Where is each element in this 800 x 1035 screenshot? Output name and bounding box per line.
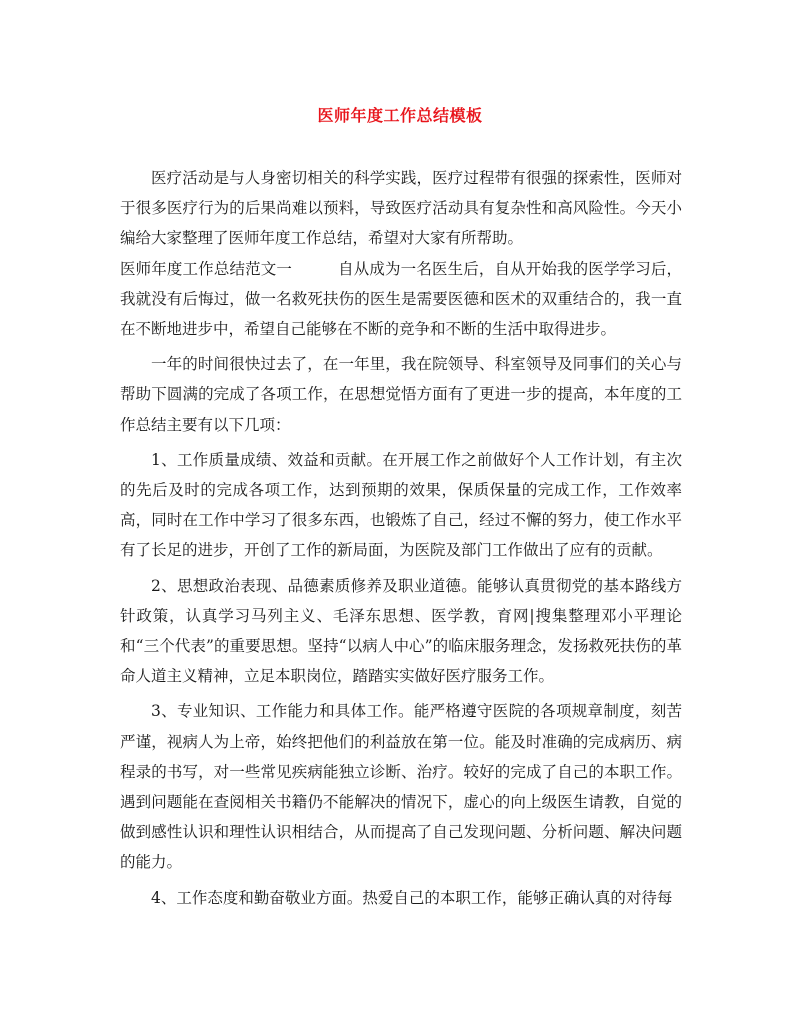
paragraph-intro: 医疗活动是与人身密切相关的科学实践，医疗过程带有很强的探索性，医师对于很多医疗行为的后果尚难以预料，导致医疗活动具有复杂性和高风险性。今天小编给大家整理了医师年度工作总结，希望对大家有所帮助。 xyxy=(120,169,682,248)
sample-heading: 医师年度工作总结范文一 xyxy=(120,259,292,278)
paragraph-sample-one xyxy=(120,254,682,345)
document-body xyxy=(120,163,682,913)
paragraph-item-4: 4、工作态度和勤奋敬业方面。热爱自己的本职工作，能够正确认真的对待每 xyxy=(151,888,673,907)
paragraph-item-2: 2、思想政治表现、品德素质修养及职业道德。能够认真贯彻党的基本路线方针政策，认真学习马列主义、毛泽东思想、医学教，育网|搜集整理邓小平理论和“三个代表”的重要思想。坚持“以病人中心”的临床服务理念，发扬救死扶伤的革命人道主义精神，立足本职岗位，踏踏实实做好医疗服务工作。 xyxy=(120,576,682,686)
paragraph-year-summary: 一年的时间很快过去了，在一年里，我在院领导、科室领导及同事们的关心与帮助下圆满的完成了各项工作，在思想觉悟方面有了更进一步的提高，本年度的工作总结主要有以下几项： xyxy=(120,355,682,434)
paragraph-item-1: 1、工作质量成绩、效益和贡献。在开展工作之前做好个人工作计划，有主次的先后及时的完成各项工作，达到预期的效果，保质保量的完成工作，工作效率高，同时在工作中学习了很多东西，也锻炼了自己，经过不懈的努力，使工作水平有了长足的进步，开创了工作的新局面，为医院及部门工作做出了应有的贡献。 xyxy=(120,450,682,560)
sample-text: 自从成为一名医生后，自从开始我的医学学习后，我就没有后悔过，做一名救死扶伤的医生是需要医德和医术的双重结合的，我一直在不断地进步中，希望自己能够在不断的竞争和不断的生活中取得进步。 xyxy=(120,259,682,339)
document-title: 医师年度工作总结模板 xyxy=(317,106,483,125)
paragraph-item-3: 3、专业知识、工作能力和具体工作。能严格遵守医院的各项规章制度，刻苦严谨，视病人为上帝，始终把他们的利益放在第一位。能及时准确的完成病历、病程录的书写，对一些常见疾病能独立诊断、治疗。较好的完成了自己的本职工作。遇到问题能在查阅相关书籍仍不能解决的情况下，虚心的向上级医生请教，自觉的做到感性认识和理性认识相结合，从而提高了自己发现问题、分析问题、解决问题的能力。 xyxy=(120,702,682,872)
